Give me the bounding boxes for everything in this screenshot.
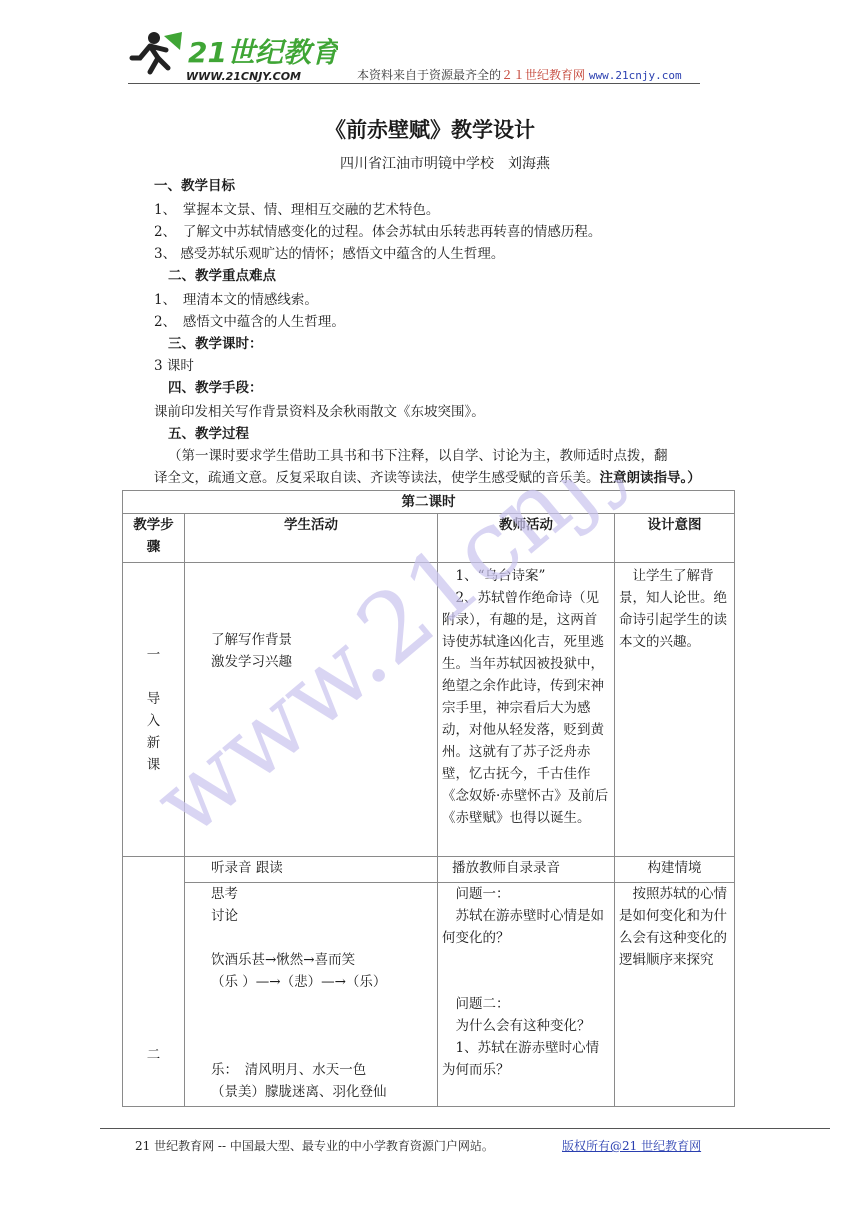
header-divider bbox=[128, 83, 700, 84]
runner-icon bbox=[132, 32, 182, 72]
logo-wordmark: 21世纪教育 bbox=[188, 36, 338, 69]
step-label: 一 导 入 新 课 bbox=[123, 563, 185, 857]
watermark-text: www.21cnjy.com bbox=[150, 480, 710, 858]
step-label: 二 bbox=[123, 857, 185, 1107]
header-student-activity: 学生活动 bbox=[185, 514, 438, 563]
table-row bbox=[123, 883, 735, 1107]
footer-divider bbox=[100, 1128, 830, 1129]
header-note-url[interactable]: www.21cnjy.com bbox=[588, 69, 682, 82]
site-logo bbox=[128, 28, 338, 84]
hours-heading: 三、教学课时： bbox=[168, 336, 263, 352]
document-title: 《前赤壁赋》教学设计 bbox=[325, 118, 535, 142]
process-intro-text: 译全文，疏通文意。反复采取自读、齐读等读法，使学生感受赋的音乐美。 bbox=[154, 470, 600, 486]
header-note-prefix: 本资料来自于资源最齐全的 bbox=[357, 68, 502, 82]
goal-item: 3、 感受苏轼乐观旷达的情怀；感悟文中蕴含的人生哲理。 bbox=[154, 246, 505, 262]
design-intent: 让学生了解背景，知人论世。绝命诗引起学生的读本文的兴趣。 bbox=[615, 563, 735, 857]
key-points-heading: 二、教学重点难点 bbox=[168, 268, 276, 284]
header-design-intent: 设计意图 bbox=[615, 514, 735, 563]
goal-item: 2、 了解文中苏轼情感变化的过程。体会苏轼由乐转悲再转喜的情感历程。 bbox=[154, 224, 602, 240]
table-caption: 第二课时 bbox=[123, 491, 735, 514]
table-row bbox=[123, 857, 735, 883]
table-row bbox=[123, 563, 735, 857]
design-intent: 按照苏轼的心情是如何变化和为什么会有这种变化的逻辑顺序来探究 bbox=[615, 883, 735, 1107]
goal-item: 1、 掌握本文景、情、理相互交融的艺术特色。 bbox=[154, 202, 440, 218]
goals-heading: 一、教学目标 bbox=[154, 178, 235, 194]
process-intro-line bbox=[154, 468, 701, 488]
process-intro-emphasis: 注意朗读指导。） bbox=[599, 470, 701, 486]
means-heading: 四、教学手段： bbox=[168, 380, 263, 396]
teacher-activity: 1、“乌台诗案” 2、苏轼曾作绝命诗（见附录），有趣的是，这两首诗使苏轼逢凶化吉，死里逃生。当年苏轼因被投狱中，绝望之余作此诗，传到宋神宗手里，神宗看后大为感动，对他从轻发落，贬到黄州。这就有了苏子泛舟赤壁，忆古抚今，千古佳作《念奴娇·赤壁怀古》及前后《赤壁赋》也得以诞生。 bbox=[438, 563, 615, 857]
teacher-activity: 问题一： 苏轼在游赤壁时心情是如何变化的？ 问题二： 为什么会有这种变化？ 1、苏轼在游赤壁时心情为何而乐？ bbox=[438, 883, 615, 1107]
student-activity: 思考 讨论 饮酒乐甚→愀然→喜而笑 （乐 ）—→（悲）—→（乐） 乐： 清风明月、水天一色 （景美）朦胧迷离、羽化登仙 bbox=[185, 883, 438, 1107]
student-activity: 了解写作背景 激发学习兴趣 bbox=[185, 563, 438, 857]
header-teacher-activity: 教师活动 bbox=[438, 514, 615, 563]
process-intro-line: （第一课时要求学生借助工具书和书下注释，以自学、讨论为主，教师适时点拨，翻 bbox=[168, 448, 668, 464]
logo-url: WWW.21CNJY.COM bbox=[186, 70, 301, 83]
lesson-steps-table bbox=[122, 490, 735, 1107]
teacher-activity: 播放教师自录录音 bbox=[438, 857, 615, 883]
header-note-site[interactable]: ２１世纪教育网 bbox=[501, 68, 586, 82]
footer-tagline: 21 世纪教育网 -- 中国最大型、最专业的中小学教育资源门户网站。 bbox=[135, 1139, 494, 1153]
design-intent: 构建情境 bbox=[615, 857, 735, 883]
means-text: 课前印发相关写作背景资料及余秋雨散文《东坡突围》。 bbox=[154, 404, 485, 420]
footer-copyright-link[interactable]: 版权所有@21 世纪教育网 bbox=[562, 1139, 702, 1153]
document-author: 四川省江油市明镜中学校 刘海燕 bbox=[340, 156, 550, 172]
process-heading: 五、教学过程 bbox=[168, 426, 249, 442]
hours-value: 3 课时 bbox=[154, 358, 194, 374]
header-step: 教学步 骤 bbox=[123, 514, 185, 563]
header-note bbox=[357, 66, 682, 83]
key-point-item: 2、 感悟文中蕴含的人生哲理。 bbox=[154, 314, 345, 330]
key-point-item: 1、 理清本文的情感线索。 bbox=[154, 292, 318, 308]
student-activity: 听录音 跟读 bbox=[185, 857, 438, 883]
